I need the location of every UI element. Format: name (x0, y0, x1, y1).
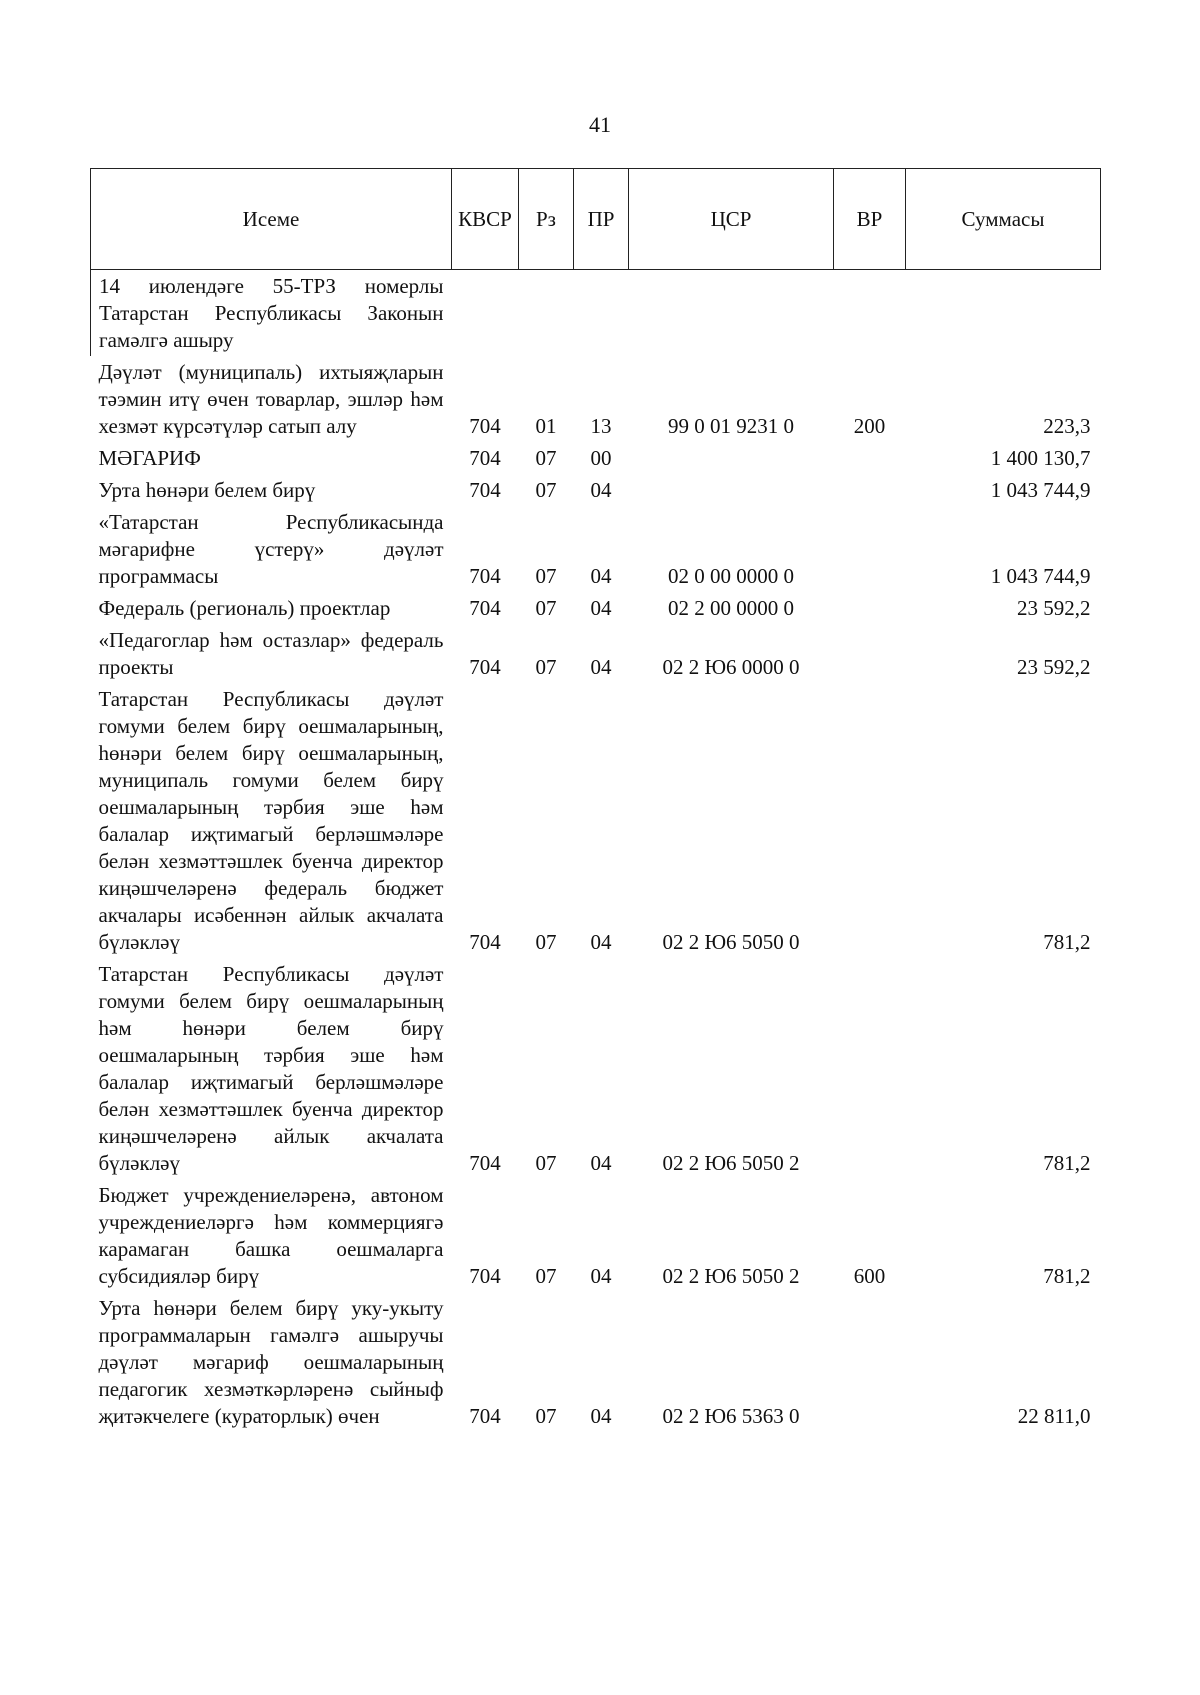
cell-csr: 02 2 Ю6 5050 0 (662, 930, 800, 954)
cell-vr (834, 474, 906, 506)
cell-name: 14 июлендәге 55-ТРЗ номерлы Татарстан Республикасы Законын гамәлгә ашыру (91, 270, 452, 357)
cell-csr: 02 2 Ю6 5050 2 (662, 1151, 800, 1175)
table-row (91, 506, 1101, 592)
cell-csr: 02 2 Ю6 0000 0 (662, 655, 800, 679)
cell-pr: 04 (590, 930, 612, 954)
cell-rz: 07 (535, 1404, 557, 1428)
cell-name: Урта һөнәри белем бирү (98, 478, 316, 502)
cell-vr (834, 958, 906, 1179)
cell-name: Дәүләт (муниципаль) ихтыяҗларын тәэмин итү өчен товарлар, эшләр һәм хезмәт күрсәтүләр сатып алу (98, 360, 444, 438)
table-row (91, 474, 1101, 506)
table-header-row (91, 169, 1101, 270)
cell-kvsr: 704 (469, 414, 501, 438)
cell-sum: 223,3 (1043, 414, 1091, 438)
cell-sum: 1 043 744,9 (990, 564, 1091, 588)
cell-rz: 07 (535, 564, 557, 588)
column-header-rz: Рз (519, 169, 574, 270)
cell-csr: 02 2 00 0000 0 (668, 596, 794, 620)
cell-rz: 07 (535, 446, 557, 470)
cell-rz: 07 (535, 596, 557, 620)
cell-pr: 04 (590, 478, 612, 502)
cell-vr (834, 506, 906, 592)
cell-kvsr: 704 (469, 1151, 501, 1175)
cell-pr (574, 270, 629, 357)
cell-vr (834, 442, 906, 474)
cell-sum: 23 592,2 (1017, 655, 1091, 679)
cell-kvsr: 704 (469, 478, 501, 502)
cell-sum (906, 270, 1101, 357)
table-row (91, 356, 1101, 442)
column-header-kvsr: КВСР (452, 169, 519, 270)
cell-vr: 200 (853, 414, 886, 438)
page-number: 41 (589, 112, 611, 137)
cell-name: Татарстан Республикасы дәүләт гомуми белем бирү оешмаларының, һөнәри белем бирү оешмаларының, муниципаль гомуми белем бирү оешмаларының тәрбия эше һәм балалар иҗтимагый берләшмәләре белән хезмәттәшлек буенча директор киңәшчеләренә федераль бюджет акчалары исәбеннән айлык акчалата бүләкләү (98, 687, 444, 954)
cell-rz: 07 (535, 478, 557, 502)
cell-sum: 781,2 (1043, 930, 1091, 954)
cell-sum: 22 811,0 (1017, 1404, 1091, 1428)
cell-pr: 13 (590, 414, 612, 438)
cell-sum: 1 043 744,9 (990, 478, 1091, 502)
cell-vr (834, 1292, 906, 1432)
cell-pr: 04 (590, 1404, 612, 1428)
cell-name: Бюджет учреждениеләренә, автоном учреждениеләргә һәм коммерциягә карамаган башка оешмаларга субсидияләр бирү (98, 1183, 444, 1288)
column-header-pr: ПР (574, 169, 629, 270)
table-body (91, 270, 1101, 1433)
cell-rz: 07 (535, 1264, 557, 1288)
cell-csr: 99 0 01 9231 0 (668, 414, 794, 438)
table-row (91, 683, 1101, 958)
cell-kvsr: 704 (469, 564, 501, 588)
cell-vr (834, 624, 906, 683)
cell-name: «Педагоглар һәм остазлар» федераль проекты (98, 628, 444, 679)
cell-kvsr: 704 (469, 596, 501, 620)
table-row (91, 958, 1101, 1179)
cell-kvsr: 704 (469, 1404, 501, 1428)
cell-rz (519, 270, 574, 357)
column-header-name: Исеме (91, 169, 452, 270)
budget-table (90, 168, 1101, 1432)
table-row (91, 624, 1101, 683)
cell-sum: 781,2 (1043, 1151, 1091, 1175)
table-row (91, 592, 1101, 624)
cell-sum: 781,2 (1043, 1264, 1091, 1288)
cell-pr: 00 (590, 446, 612, 470)
cell-name: МӘГАРИФ (98, 446, 201, 470)
cell-pr: 04 (590, 1151, 612, 1175)
cell-pr: 04 (590, 564, 612, 588)
cell-kvsr: 704 (469, 1264, 501, 1288)
cell-vr (834, 270, 906, 357)
cell-csr (629, 474, 834, 506)
cell-name: Татарстан Республикасы дәүләт гомуми белем бирү оешмаларының һәм һөнәри белем бирү оешмаларының тәрбия эше һәм балалар иҗтимагый берләшмәләре белән хезмәттәшлек буенча директор киңәшчеләренә айлык акчалата бүләкләү (98, 962, 444, 1175)
cell-name: Федераль (региональ) проектлар (98, 596, 391, 620)
cell-name: Урта һөнәри белем бирү уку-укыту программаларын гамәлгә ашыручы дәүләт мәгариф оешмаларының педагогик хезмәткәрләренә сыйныф җитәкчелеге (кураторлык) өчен (98, 1296, 444, 1428)
cell-kvsr (452, 270, 519, 357)
table-row (91, 1179, 1101, 1292)
cell-pr: 04 (590, 596, 612, 620)
cell-sum: 23 592,2 (1017, 596, 1091, 620)
column-header-csr: ЦСР (629, 169, 834, 270)
cell-sum: 1 400 130,7 (990, 446, 1091, 470)
table-row (91, 1292, 1101, 1432)
cell-kvsr: 704 (469, 446, 501, 470)
table-row (91, 270, 1101, 357)
cell-vr (834, 683, 906, 958)
cell-csr: 02 0 00 0000 0 (668, 564, 794, 588)
cell-csr (629, 270, 834, 357)
cell-rz: 07 (535, 655, 557, 679)
cell-pr: 04 (590, 655, 612, 679)
cell-pr: 04 (590, 1264, 612, 1288)
column-header-vr: ВР (834, 169, 906, 270)
cell-vr (834, 592, 906, 624)
table-row (91, 442, 1101, 474)
cell-vr: 600 (853, 1264, 886, 1288)
cell-csr (629, 442, 834, 474)
cell-kvsr: 704 (469, 655, 501, 679)
cell-kvsr: 704 (469, 930, 501, 954)
cell-csr: 02 2 Ю6 5050 2 (662, 1264, 800, 1288)
cell-name: «Татарстан Республикасында мәгарифне үстерү» дәүләт программасы (98, 510, 444, 588)
cell-rz: 07 (535, 930, 557, 954)
cell-rz: 07 (535, 1151, 557, 1175)
cell-csr: 02 2 Ю6 5363 0 (662, 1404, 800, 1428)
column-header-sum: Суммасы (906, 169, 1101, 270)
cell-rz: 01 (535, 414, 557, 438)
